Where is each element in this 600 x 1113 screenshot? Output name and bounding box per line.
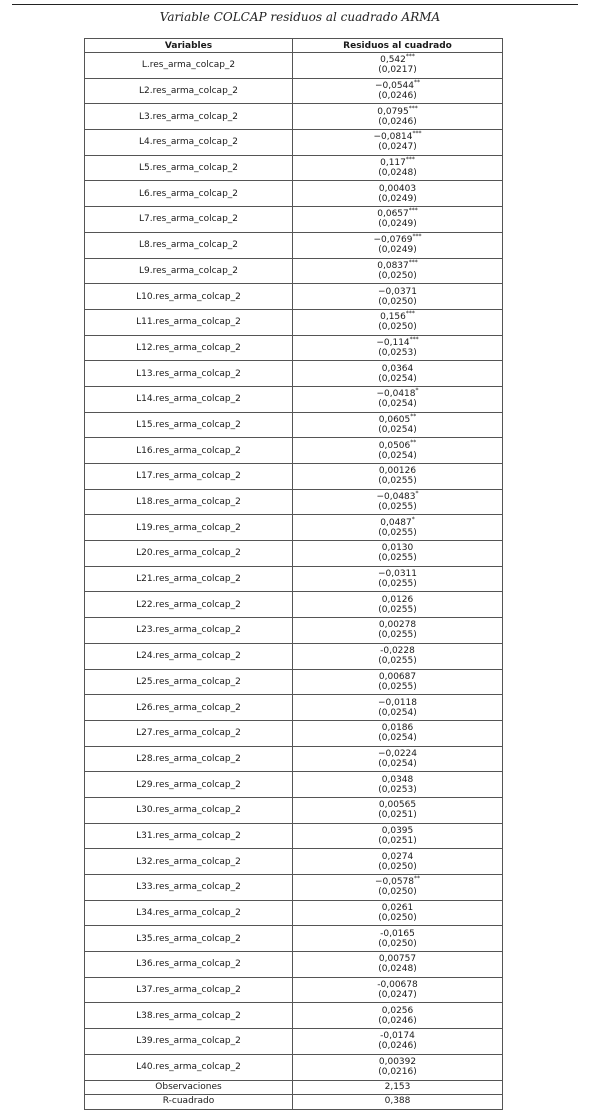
table-row	[85, 772, 503, 798]
table-row	[85, 130, 503, 156]
standard-error: (0,0254)	[378, 424, 417, 435]
coefficient	[293, 364, 502, 374]
coefficient-value: 0,0261	[381, 903, 414, 914]
significance-stars: ***	[408, 104, 418, 112]
standard-error: (0,0255)	[378, 553, 417, 564]
variable-cell: L35.res_arma_colcap_2	[85, 926, 293, 952]
coefficient	[293, 466, 502, 476]
footer-row	[85, 1095, 503, 1110]
coefficient-cell	[293, 746, 503, 772]
coefficient-cell	[293, 53, 503, 79]
footer-label: R-cuadrado	[85, 1095, 293, 1110]
coefficient-value: 0,00392	[378, 1057, 417, 1068]
standard-error: (0,0250)	[378, 887, 417, 898]
coefficient-cell	[293, 772, 503, 798]
coefficient-value: 0,0795	[377, 106, 409, 117]
coefficient	[293, 646, 502, 656]
significance-stars: ***	[405, 156, 415, 164]
coefficient	[293, 800, 502, 810]
variable-cell: L23.res_arma_colcap_2	[85, 618, 293, 644]
table-row	[85, 618, 503, 644]
significance-stars: *	[415, 490, 419, 498]
coefficient-cell	[293, 464, 503, 490]
table-row	[85, 53, 503, 79]
coefficient-value: −0,0418	[376, 389, 416, 400]
coefficient-value: 0,156	[380, 312, 406, 323]
coefficient-value: 0,0395	[381, 825, 414, 836]
table-row	[85, 695, 503, 721]
footer-value: 2,153	[293, 1080, 503, 1095]
top-rule	[12, 4, 578, 5]
standard-error: (0,0249)	[378, 219, 417, 230]
standard-error: (0,0216)	[378, 1067, 417, 1078]
standard-error: (0,0253)	[378, 347, 417, 358]
coefficient-value: −0,0814	[373, 132, 413, 143]
table-row	[85, 823, 503, 849]
coefficient	[293, 826, 502, 836]
coefficient-cell	[293, 386, 503, 412]
variable-cell: L18.res_arma_colcap_2	[85, 489, 293, 515]
variable-cell: L22.res_arma_colcap_2	[85, 592, 293, 618]
coefficient-value: −0,0311	[377, 569, 418, 580]
coefficient	[293, 954, 502, 964]
table-row	[85, 669, 503, 695]
variable-cell: L27.res_arma_colcap_2	[85, 720, 293, 746]
standard-error: (0,0255)	[378, 502, 417, 513]
header-variables: Variables	[85, 39, 293, 53]
coefficient	[293, 389, 502, 399]
variable-cell: L24.res_arma_colcap_2	[85, 643, 293, 669]
coefficient-value: −0,0483	[376, 492, 416, 503]
coefficient-value: 0,0605	[378, 414, 411, 425]
standard-error: (0,0247)	[378, 142, 417, 153]
variable-cell: L.res_arma_colcap_2	[85, 53, 293, 79]
coefficient	[293, 209, 502, 219]
standard-error: (0,0250)	[378, 296, 417, 307]
variable-cell: L28.res_arma_colcap_2	[85, 746, 293, 772]
standard-error: (0,0255)	[378, 527, 417, 538]
standard-error: (0,0246)	[378, 91, 417, 102]
coefficient-cell	[293, 412, 503, 438]
standard-error: (0,0248)	[378, 964, 417, 975]
coefficient	[293, 1057, 502, 1067]
coefficient-cell	[293, 643, 503, 669]
variable-cell: L38.res_arma_colcap_2	[85, 1003, 293, 1029]
table-row	[85, 361, 503, 387]
coefficient	[293, 929, 502, 939]
significance-stars: ***	[412, 233, 422, 241]
coefficient-cell	[293, 669, 503, 695]
coefficient	[293, 492, 502, 502]
coefficient	[293, 312, 502, 322]
coefficient-value: 0,00757	[378, 954, 417, 965]
standard-error: (0,0254)	[378, 373, 417, 384]
coefficient	[293, 287, 502, 297]
coefficient-value: −0,0769	[373, 235, 413, 246]
variable-cell: L11.res_arma_colcap_2	[85, 309, 293, 335]
coefficient	[293, 877, 502, 887]
standard-error: (0,0254)	[378, 733, 417, 744]
table-row	[85, 284, 503, 310]
table-row	[85, 258, 503, 284]
table-row	[85, 977, 503, 1003]
significance-stars: ***	[405, 53, 415, 61]
table-row	[85, 900, 503, 926]
coefficient-value: 0,00403	[378, 183, 417, 194]
table-row	[85, 1003, 503, 1029]
significance-stars: **	[410, 412, 417, 420]
coefficient	[293, 438, 502, 451]
coefficient	[293, 569, 502, 579]
coefficient-cell	[293, 515, 503, 541]
variable-cell: L25.res_arma_colcap_2	[85, 669, 293, 695]
coefficient-value: 0,542	[380, 55, 406, 66]
header-residuals: Residuos al cuadrado	[293, 39, 503, 53]
coefficient	[293, 81, 502, 91]
coefficient-cell	[293, 232, 503, 258]
coefficient-value: -0,0165	[380, 928, 415, 939]
coefficient-cell	[293, 926, 503, 952]
coefficient-value: -0,0174	[380, 1031, 415, 1042]
table-row	[85, 849, 503, 875]
coefficient-value: −0,0224	[377, 748, 418, 759]
variable-cell: L29.res_arma_colcap_2	[85, 772, 293, 798]
significance-stars: ***	[412, 130, 422, 138]
variable-cell: L6.res_arma_colcap_2	[85, 181, 293, 207]
significance-stars: **	[410, 438, 417, 446]
table-row	[85, 412, 503, 438]
coefficient-cell	[293, 900, 503, 926]
footer-row	[85, 1080, 503, 1095]
coefficient-cell	[293, 309, 503, 335]
variable-cell: L40.res_arma_colcap_2	[85, 1054, 293, 1080]
coefficient	[293, 184, 502, 194]
standard-error: (0,0251)	[378, 835, 417, 846]
coefficient	[293, 903, 502, 913]
coefficient-cell	[293, 438, 503, 464]
coefficient	[293, 158, 502, 168]
coefficient	[293, 595, 502, 605]
significance-stars: ***	[408, 207, 418, 215]
standard-error: (0,0255)	[378, 656, 417, 667]
standard-error: (0,0254)	[378, 450, 417, 461]
coefficient-cell	[293, 592, 503, 618]
coefficient-value: 0,0364	[381, 363, 414, 374]
table-row	[85, 181, 503, 207]
coefficient	[293, 749, 502, 759]
coefficient-cell	[293, 618, 503, 644]
footer-value: 0,388	[293, 1095, 503, 1110]
table-row	[85, 515, 503, 541]
coefficient-value: 0,00126	[378, 466, 417, 477]
standard-error: (0,0253)	[378, 784, 417, 795]
table-row	[85, 78, 503, 104]
variable-cell: L31.res_arma_colcap_2	[85, 823, 293, 849]
coefficient-cell	[293, 566, 503, 592]
variable-cell: L7.res_arma_colcap_2	[85, 207, 293, 233]
coefficient-value: 0,0837	[377, 260, 409, 271]
table-row	[85, 566, 503, 592]
variable-cell: L33.res_arma_colcap_2	[85, 875, 293, 901]
coefficient-value: −0,0578	[374, 877, 415, 888]
significance-stars: ***	[408, 258, 418, 266]
variable-cell: L17.res_arma_colcap_2	[85, 464, 293, 490]
coefficient-cell	[293, 720, 503, 746]
regression-table	[84, 38, 503, 1110]
significance-stars: ***	[405, 310, 415, 318]
significance-stars: *	[411, 515, 415, 523]
coefficient-value: −0,114	[376, 337, 410, 348]
coefficient	[293, 775, 502, 785]
table-row	[85, 643, 503, 669]
variable-cell: L5.res_arma_colcap_2	[85, 155, 293, 181]
table-body	[85, 53, 503, 1081]
variable-cell: L12.res_arma_colcap_2	[85, 335, 293, 361]
coefficient-value: -0,00678	[377, 980, 418, 991]
coefficient-cell	[293, 823, 503, 849]
coefficient	[293, 104, 502, 117]
coefficient-cell	[293, 875, 503, 901]
variable-cell: L36.res_arma_colcap_2	[85, 952, 293, 978]
standard-error: (0,0250)	[378, 861, 417, 872]
standard-error: (0,0255)	[378, 579, 417, 590]
coefficient-cell	[293, 258, 503, 284]
variable-cell: L34.res_arma_colcap_2	[85, 900, 293, 926]
table-row	[85, 207, 503, 233]
standard-error: (0,0255)	[378, 681, 417, 692]
coefficient-cell	[293, 489, 503, 515]
header-row	[85, 39, 503, 53]
table-row	[85, 489, 503, 515]
coefficient-cell	[293, 284, 503, 310]
standard-error: (0,0246)	[378, 1041, 417, 1052]
standard-error: (0,0250)	[378, 913, 417, 924]
coefficient-value: 0,0130	[381, 543, 414, 554]
standard-error: (0,0255)	[378, 476, 417, 487]
coefficient-cell	[293, 849, 503, 875]
table-row	[85, 232, 503, 258]
coefficient	[293, 1006, 502, 1016]
footer-label: Observaciones	[85, 1080, 293, 1095]
coefficient-cell	[293, 104, 503, 130]
coefficient-cell	[293, 1054, 503, 1080]
coefficient-cell	[293, 155, 503, 181]
coefficient-value: −0,0544	[374, 81, 415, 92]
coefficient-cell	[293, 695, 503, 721]
standard-error: (0,0254)	[378, 758, 417, 769]
variable-cell: L30.res_arma_colcap_2	[85, 797, 293, 823]
coefficient-value: 0,0186	[381, 723, 414, 734]
coefficient-cell	[293, 181, 503, 207]
variable-cell: L4.res_arma_colcap_2	[85, 130, 293, 156]
table-row	[85, 952, 503, 978]
table-row	[85, 746, 503, 772]
coefficient	[293, 980, 502, 990]
table-row	[85, 592, 503, 618]
coefficient-value: 0,00565	[378, 800, 417, 811]
coefficient-value: 0,0348	[381, 774, 414, 785]
variable-cell: L16.res_arma_colcap_2	[85, 438, 293, 464]
coefficient	[293, 132, 502, 142]
coefficient	[293, 543, 502, 553]
table-row	[85, 720, 503, 746]
standard-error: (0,0247)	[378, 990, 417, 1001]
table-row	[85, 1029, 503, 1055]
coefficient-cell	[293, 541, 503, 567]
coefficient-cell	[293, 335, 503, 361]
table-row	[85, 1054, 503, 1080]
coefficient-cell	[293, 1029, 503, 1055]
variable-cell: L20.res_arma_colcap_2	[85, 541, 293, 567]
standard-error: (0,0255)	[378, 630, 417, 641]
table-row	[85, 309, 503, 335]
table-row	[85, 104, 503, 130]
coefficient-value: 0,0657	[377, 209, 409, 220]
coefficient	[293, 620, 502, 630]
variable-cell: L13.res_arma_colcap_2	[85, 361, 293, 387]
coefficient-cell	[293, 78, 503, 104]
significance-stars: *	[415, 387, 419, 395]
variable-cell: L37.res_arma_colcap_2	[85, 977, 293, 1003]
table-row	[85, 797, 503, 823]
coefficient	[293, 852, 502, 862]
variable-cell: L19.res_arma_colcap_2	[85, 515, 293, 541]
coefficient-cell	[293, 207, 503, 233]
variable-cell: L21.res_arma_colcap_2	[85, 566, 293, 592]
coefficient	[293, 335, 502, 348]
variable-cell: L26.res_arma_colcap_2	[85, 695, 293, 721]
table-row	[85, 541, 503, 567]
variable-cell: L32.res_arma_colcap_2	[85, 849, 293, 875]
coefficient	[293, 515, 502, 528]
coefficient-value: 0,0256	[381, 1005, 414, 1016]
significance-stars: **	[414, 875, 421, 883]
variable-cell: L8.res_arma_colcap_2	[85, 232, 293, 258]
coefficient-value: 0,0506	[378, 440, 411, 451]
standard-error: (0,0250)	[378, 938, 417, 949]
coefficient	[293, 698, 502, 708]
standard-error: (0,0254)	[378, 707, 417, 718]
coefficient-cell	[293, 361, 503, 387]
standard-error: (0,0249)	[378, 193, 417, 204]
coefficient	[293, 235, 502, 245]
coefficient	[293, 1031, 502, 1041]
coefficient	[293, 723, 502, 733]
coefficient-value: 0,00278	[378, 620, 417, 631]
coefficient	[293, 412, 502, 425]
standard-error: (0,0246)	[378, 116, 417, 127]
variable-cell: L15.res_arma_colcap_2	[85, 412, 293, 438]
variable-cell: L9.res_arma_colcap_2	[85, 258, 293, 284]
coefficient-value: 0,0274	[381, 851, 414, 862]
standard-error: (0,0217)	[378, 65, 417, 76]
table-row	[85, 926, 503, 952]
variable-cell: L39.res_arma_colcap_2	[85, 1029, 293, 1055]
standard-error: (0,0246)	[378, 1015, 417, 1026]
significance-stars: ***	[409, 335, 419, 343]
standard-error: (0,0250)	[378, 322, 417, 333]
variable-cell: L3.res_arma_colcap_2	[85, 104, 293, 130]
table-row	[85, 386, 503, 412]
standard-error: (0,0248)	[378, 168, 417, 179]
coefficient-value: 0,0126	[381, 594, 414, 605]
coefficient-cell	[293, 1003, 503, 1029]
coefficient-cell	[293, 952, 503, 978]
standard-error: (0,0250)	[378, 270, 417, 281]
table-caption: Variable COLCAP residuos al cuadrado ARMA	[159, 10, 441, 24]
table-row	[85, 464, 503, 490]
coefficient	[293, 258, 502, 271]
coefficient-value: 0,00687	[378, 671, 417, 682]
coefficient-value: 0,117	[380, 158, 406, 169]
coefficient-cell	[293, 797, 503, 823]
variable-cell: L2.res_arma_colcap_2	[85, 78, 293, 104]
variable-cell: L14.res_arma_colcap_2	[85, 386, 293, 412]
standard-error: (0,0249)	[378, 245, 417, 256]
standard-error: (0,0251)	[378, 810, 417, 821]
coefficient-value: -0,0228	[380, 646, 415, 657]
table-row	[85, 335, 503, 361]
coefficient-cell	[293, 130, 503, 156]
significance-stars: **	[414, 79, 421, 87]
coefficient	[293, 55, 502, 65]
standard-error: (0,0254)	[378, 399, 417, 410]
table-footer	[85, 1080, 503, 1109]
coefficient-value: −0,0118	[377, 697, 418, 708]
coefficient	[293, 672, 502, 682]
coefficient-value: −0,0371	[377, 286, 418, 297]
standard-error: (0,0255)	[378, 604, 417, 615]
table-row	[85, 438, 503, 464]
table-row	[85, 155, 503, 181]
coefficient-cell	[293, 977, 503, 1003]
coefficient-value: 0,0487	[380, 517, 412, 528]
table-row	[85, 875, 503, 901]
variable-cell: L10.res_arma_colcap_2	[85, 284, 293, 310]
